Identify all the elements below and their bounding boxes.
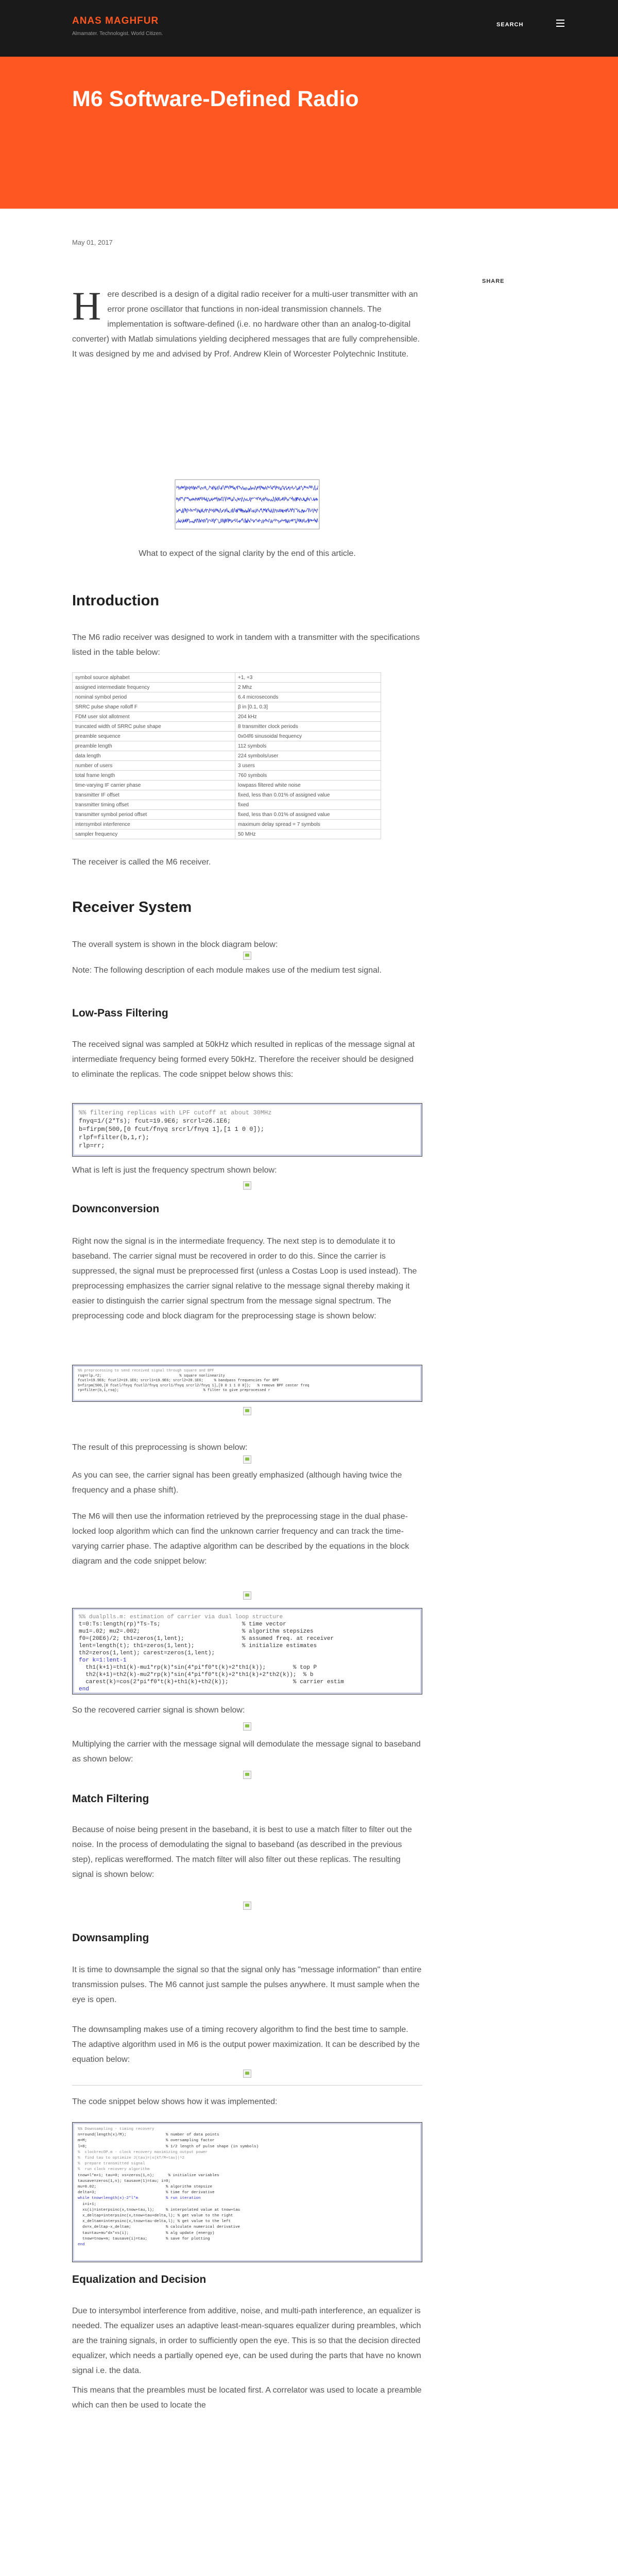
spec-value-cell: fixed <box>235 800 381 810</box>
heading-receiver-system: Receiver System <box>72 899 192 916</box>
downconversion-paragraph-3: As you can see, the carrier signal has been greatly emphasized (although having twice the frequency and a phase shift). <box>72 1471 402 1495</box>
receiver-name-paragraph: The receiver is called the M6 receiver. <box>72 858 211 867</box>
spec-name-cell: nominal symbol period <box>73 692 235 702</box>
equalization-paragraph-2: This means that the preambles must be located first. A correlator was used to locate a preamble which can then be used to locate the <box>72 2386 422 2410</box>
spec-table-row <box>73 790 381 800</box>
spec-name-cell: symbol source alphabet <box>73 673 235 683</box>
post-date: May 01, 2017 <box>72 239 113 246</box>
match-filter-result-image <box>72 1902 422 1910</box>
site-title[interactable]: ANAS MAGHFUR <box>72 15 159 26</box>
spec-value-cell: 112 symbols <box>235 741 381 751</box>
spec-value-cell: 2 Mhz <box>235 683 381 692</box>
spec-value-cell: fixed, less than 0.01% of assigned value <box>235 790 381 800</box>
dual-pll-code-block: %% dualplls.m: estimation of carrier via dual loop structure t=0:Ts:length(rp)*Ts-Ts; % time vector mu1=.02; mu2=.002; % algorithm stepsizes f0=(20E6)/2; th1=zeros(1,lent); % assumed freq. at receiver lent=length(t); th1=zeros(1,lent); % initialize estimates th2=zeros(1,lent); carest=zeros(1,lent); for k=1:lent-1 th1(k+1)=th1(k)-mu1*rp(k)*sin(4*pi*f0*t(k)+2*th1(k)); % top P th2(k+1)=th2(k)-mu2*rp(k)*sin(4*pi*f0*t(k)+2*th1(k)+2*th2(k)); % b carest(k)=cos(2*pi*f0*t(k)+th1(k)+th2(k)); % carrier estim end <box>72 1608 422 1694</box>
spec-name-cell: number of users <box>73 761 235 771</box>
hero-banner <box>0 57 618 209</box>
block-diagram-image <box>72 952 422 960</box>
spec-name-cell: total frame length <box>73 771 235 781</box>
heading-low-pass-filtering: Low-Pass Filtering <box>72 1007 168 1019</box>
heading-introduction: Introduction <box>72 592 160 609</box>
spec-value-cell: fixed, less than 0.01% of assigned value <box>235 810 381 820</box>
heading-downsampling: Downsampling <box>72 1932 149 1944</box>
receiver-paragraph-1: The overall system is shown in the block diagram below: <box>72 940 278 949</box>
figure-caption: What to expect of the signal clarity by the end of this article. <box>139 549 356 558</box>
spec-value-cell: 0x04f6 sinusoidal frequency <box>235 732 381 741</box>
spec-table-row <box>73 771 381 781</box>
spec-table-row <box>73 810 381 820</box>
heading-equalization: Equalization and Decision <box>72 2274 207 2285</box>
spec-value-cell: maximum delay spread = 7 symbols <box>235 820 381 829</box>
share-label: SHARE <box>482 278 505 284</box>
downconversion-paragraph-1: Right now the signal is in the intermediate frequency. The next step is to demodulate it to baseband. The carrier signal must be recovered in order to do this. Since the carrier is suppressed, the signal must be preprocessed first (unless a Costas Loop is used instead). The preprocessing emphasizes the carrier signal relative to the message signal thereby making it easier to distinguish the carrier signal spectrum from the message signal spectrum. The preprocessing code and block diagram for the preprocessing stage is shown below: <box>72 1237 417 1320</box>
spec-name-cell: transmitter IF offset <box>73 790 235 800</box>
spec-name-cell: transmitter timing offset <box>73 800 235 810</box>
lowpass-code-block: %% filtering replicas with LPF cutoff at about 30MHz fnyq=1/(2*Ts); fcut=19.9E6; srcrl=26.1E6; b=firpm(500,[0 fcut/fnyq srcrl/fnyq 1],[1 1 0 0]); rlpf=filter(b,1,r); rlp=rr; <box>72 1103 422 1157</box>
spec-value-cell: β in [0.1, 0.3] <box>235 702 381 712</box>
spec-table-row <box>73 800 381 810</box>
spec-name-cell: data length <box>73 751 235 761</box>
timing-recovery-code-block: %% Downsampling - timing recovery n=round(length(x)/M); % number of data points m=M; % oversampling factor l=8; % 1/2 length of pulse shape (in symbols) % clockrecOP.m - clock recovery maximizing output power % find tau to optimize J(tau)=|x(kT/M+tau)|^2 % prepare transmitted signal % run clock recovery algorithm tnow=l*m+1; tau=0; xs=zeros(1,n); % initialize variables tausave=zeros(1,n); tausave(1)=tau; i=0; mu=0.02; % algorithm stepsize delta=3; % time for derivative while tnow<length(x)-2*l*m % run iteration i=i+1; xs(i)=interpsinc(x,tnow+tau,l); % interpolated value at tnow+tau x_deltap=interpsinc(x,tnow+tau+delta,l); % get value to the right x_deltam=interpsinc(x,tnow+tau-delta,l); % get value to the left dx=x_deltap-x_deltam; % calculate numerical derivative tau=tau+mu*dx*xs(i); % alg update (energy) tnow=tnow+m; tausave(i)=tau; % save for plotting end <box>72 2122 422 2262</box>
site-tagline: Almamater. Technologist. World Citizen. <box>72 31 163 37</box>
divider <box>72 2085 422 2086</box>
downconversion-paragraph-5: So the recovered carrier signal is shown below: <box>72 1706 245 1715</box>
site-header <box>0 0 618 57</box>
spec-table-row <box>73 673 381 683</box>
spec-table-row <box>73 683 381 692</box>
downsampling-paragraph-2: The downsampling makes use of a timing recovery algorithm to find the best time to sample. The adaptive algorithm used in M6 is the output power maximization. It can be described by the equation below: <box>72 2025 420 2064</box>
equalization-paragraph-1: Due to intersymbol interference from additive, noise, and multi-path interference, an equalizer is needed. The equalizer uses an adaptive least-mean-squares equalizer during preambles, which are the training signals, in order to sufficiently open the eye. This is so that the decision directed equalizer, which needs a partially opened eye, can be used during the parts that have no known signal i.e. the data. <box>72 2307 421 2375</box>
spec-name-cell: sampler frequency <box>73 829 235 839</box>
spec-value-cell: 204 kHz <box>235 712 381 722</box>
spec-name-cell: preamble length <box>73 741 235 751</box>
downconversion-paragraph-2: The result of this preprocessing is shown below: <box>72 1443 248 1452</box>
recovered-carrier-image <box>72 1722 422 1731</box>
spec-name-cell: SRRC pulse shape rolloff F <box>73 702 235 712</box>
spec-table-row <box>73 702 381 712</box>
baseband-image <box>72 1771 422 1779</box>
spec-table-row <box>73 722 381 732</box>
preprocessing-code-block: %% preprocessing to send received signal through square and BPF rsq=rlp.^2; % square nonlinearity fcutl=19.9E6; fcutl2=19.1E6; srcrl1=19.9E6; srcrl2=20.1E6; % bandpass frequencies for BPF b=firpm(500,[0 fcutl/fnyq fcutl2/fnyq srcrl1/fnyq srcrl2/fnyq 1],[0 0 1 1 0 0]); % remove BPF center freq rp=filter(b,1,rsq); % filter to give preprocessed r <box>72 1365 422 1402</box>
downsampling-paragraph-3: The code snippet below shows how it was implemented: <box>72 2097 278 2106</box>
spec-value-cell: 760 symbols <box>235 771 381 781</box>
spec-name-cell: transmitter symbol period offset <box>73 810 235 820</box>
spec-value-cell: 8 transmitter clock periods <box>235 722 381 732</box>
spec-table-row <box>73 741 381 751</box>
preprocessing-diagram-image <box>72 1407 422 1415</box>
spec-value-cell: 3 users <box>235 761 381 771</box>
matchfilter-paragraph-1: Because of noise being present in the baseband, it is best to use a match filter to filter out the noise. In the process of demodulating the signal to baseband (as described in the previous step), replicas werefformed. The match filter will also filter out these replicas. The resulting signal is shown below: <box>72 1825 412 1879</box>
spec-table-row <box>73 751 381 761</box>
downconversion-paragraph-4: The M6 will then use the information retrieved by the preprocessing stage in the dual phase-locked loop algorithm which can find the unknown carrier frequency and can track the time-varying carrier phase. The adaptive algorithm can be described by the equations in the block diagram and the code snippet below: <box>72 1512 409 1566</box>
spec-value-cell: 6.4 microseconds <box>235 692 381 702</box>
spec-table <box>72 672 381 839</box>
preprocessing-result-image <box>72 1455 422 1464</box>
introduction-paragraph: The M6 radio receiver was designed to work in tandem with a transmitter with the specifications listed in the table below: <box>72 633 420 657</box>
spec-table-row <box>73 692 381 702</box>
spec-value-cell: 224 symbols/user <box>235 751 381 761</box>
spec-name-cell: truncated width of SRRC pulse shape <box>73 722 235 732</box>
downconversion-paragraph-6: Multiplying the carrier with the message signal will demodulate the message signal to baseband as shown below: <box>72 1740 421 1764</box>
brand <box>72 15 163 37</box>
receiver-paragraph-2: Note: The following description of each module makes use of the medium test signal. <box>72 966 382 975</box>
dropcap: H <box>72 283 101 328</box>
search-link[interactable]: SEARCH <box>496 22 524 28</box>
heading-match-filtering: Match Filtering <box>72 1793 149 1805</box>
intro-paragraph: Here described is a design of a digital radio receiver for a multi-user transmitter with an error prone oscillator that functions in non-ideal transmission channels. The implementation is software-defined (i.e. no hardware other than an analog-to-digital converter) with Matlab simulations yielding deciphered messages that are fully comprehensible. It was designed by me and advised by Prof. Andrew Klein of Worcester Polytechnic Institute. <box>72 283 420 359</box>
signal-waveform-figure <box>170 476 324 537</box>
spec-table-row <box>73 820 381 829</box>
spec-name-cell: assigned intermediate frequency <box>73 683 235 692</box>
pll-diagram-image <box>72 1591 422 1600</box>
downsampling-paragraph-1: It is time to downsample the signal so that the signal only has "message information" than entire transmission pulses. The M6 cannot just sample the pulses anywhere. It must sample when the eye is open. <box>72 1965 422 2004</box>
spec-value-cell: 50 MHz <box>235 829 381 839</box>
equation-image <box>72 2070 422 2078</box>
spec-name-cell: intersymbol interference <box>73 820 235 829</box>
spec-name-cell: FDM user slot allotment <box>73 712 235 722</box>
lowpass-paragraph-2: What is left is just the frequency spectrum shown below: <box>72 1166 277 1175</box>
spec-table-row <box>73 712 381 722</box>
spec-name-cell: time-varying IF carrier phase <box>73 781 235 790</box>
spectrum-image <box>72 1181 422 1190</box>
spec-name-cell: preamble sequence <box>73 732 235 741</box>
spec-value-cell: +1, +3 <box>235 673 381 683</box>
spec-table-row <box>73 761 381 771</box>
lowpass-paragraph-1: The received signal was sampled at 50kHz which resulted in replicas of the message signal at intermediate frequency being formed every 50kHz. Therefore the receiver should be designed to eliminate the replicas. The code snippet below shows this: <box>72 1040 415 1079</box>
spec-table-row <box>73 732 381 741</box>
hamburger-menu-icon[interactable] <box>556 20 564 27</box>
post-title: M6 Software-Defined Radio <box>72 87 359 111</box>
spec-table-row <box>73 829 381 839</box>
spec-table-row <box>73 781 381 790</box>
heading-downconversion: Downconversion <box>72 1203 160 1215</box>
spec-value-cell: lowpass filtered white noise <box>235 781 381 790</box>
